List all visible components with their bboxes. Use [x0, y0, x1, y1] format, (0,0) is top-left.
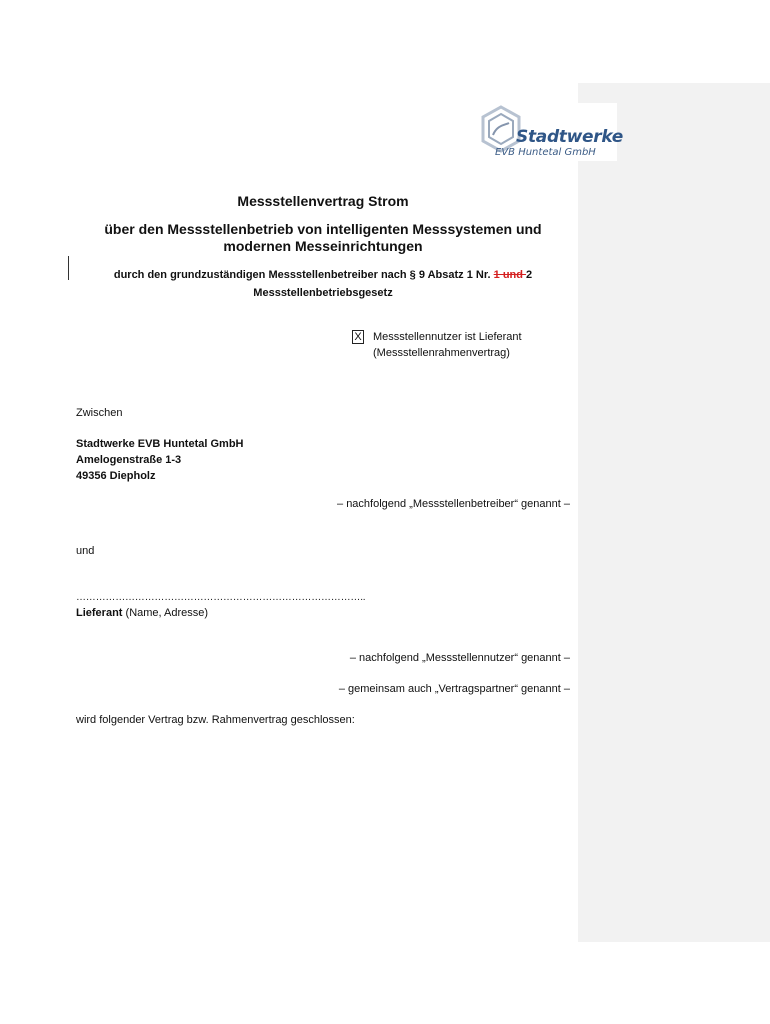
- document-title: Messstellenvertrag Strom: [237, 193, 409, 209]
- logo-subline: EVB Huntetal GmbH: [495, 147, 596, 158]
- supplier-role-text: – nachfolgend „Messstellennutzer“ genannt –: [349, 652, 570, 664]
- subtitle-line-2: modernen Messeinrichtungen: [223, 238, 423, 254]
- supplier-option-line-2: (Messstellenrahmenvertrag): [373, 347, 510, 359]
- joint-role-text: – gemeinsam auch „Vertragspartner“ genannt –: [338, 683, 570, 695]
- supplier-label: Lieferant: [76, 607, 123, 619]
- supplier-option-label: [373, 329, 522, 361]
- legal-basis-line-2: Messstellenbetriebsgesetz: [253, 287, 393, 299]
- supplier-caption: [76, 605, 208, 621]
- legal-basis-line-1: [76, 266, 570, 284]
- between-text: Zwischen: [76, 407, 123, 419]
- legal-basis: [76, 266, 570, 302]
- revision-change-bar: [68, 256, 69, 280]
- and-text: und: [76, 545, 95, 557]
- closing-text: wird folgender Vertrag bzw. Rahmenvertrag geschlossen:: [76, 714, 355, 726]
- operator-role-text: – nachfolgend „Messstellenbetreiber“ genannt –: [337, 498, 570, 510]
- subtitle-line-1: über den Messstellenbetrieb von intelligenten Messsystemen und: [104, 221, 542, 237]
- operator-city: 49356 Diepholz: [76, 470, 156, 482]
- logo-brand-text: Stadtwerke: [516, 127, 623, 147]
- supplier-hint: (Name, Adresse): [122, 607, 209, 619]
- document-subtitle: [76, 221, 570, 255]
- legal-basis-prefix: durch den grundzuständigen Messstellenbetreiber nach § 9 Absatz 1 Nr.: [113, 269, 494, 281]
- supplier-fill-line: ……………………………………………………………………………..: [76, 592, 366, 603]
- operator-street: Amelogenstraße 1-3: [76, 454, 182, 466]
- tracked-deletion: 1 und: [493, 269, 527, 281]
- legal-basis-suffix: 2: [526, 269, 533, 281]
- supplier-option-line-1: Messstellennutzer ist Lieferant: [373, 331, 522, 343]
- comment-pane: [578, 83, 770, 942]
- supplier-option-checkbox[interactable]: X: [352, 330, 364, 344]
- operator-address: [76, 436, 243, 484]
- operator-name: Stadtwerke EVB Huntetal GmbH: [76, 438, 244, 450]
